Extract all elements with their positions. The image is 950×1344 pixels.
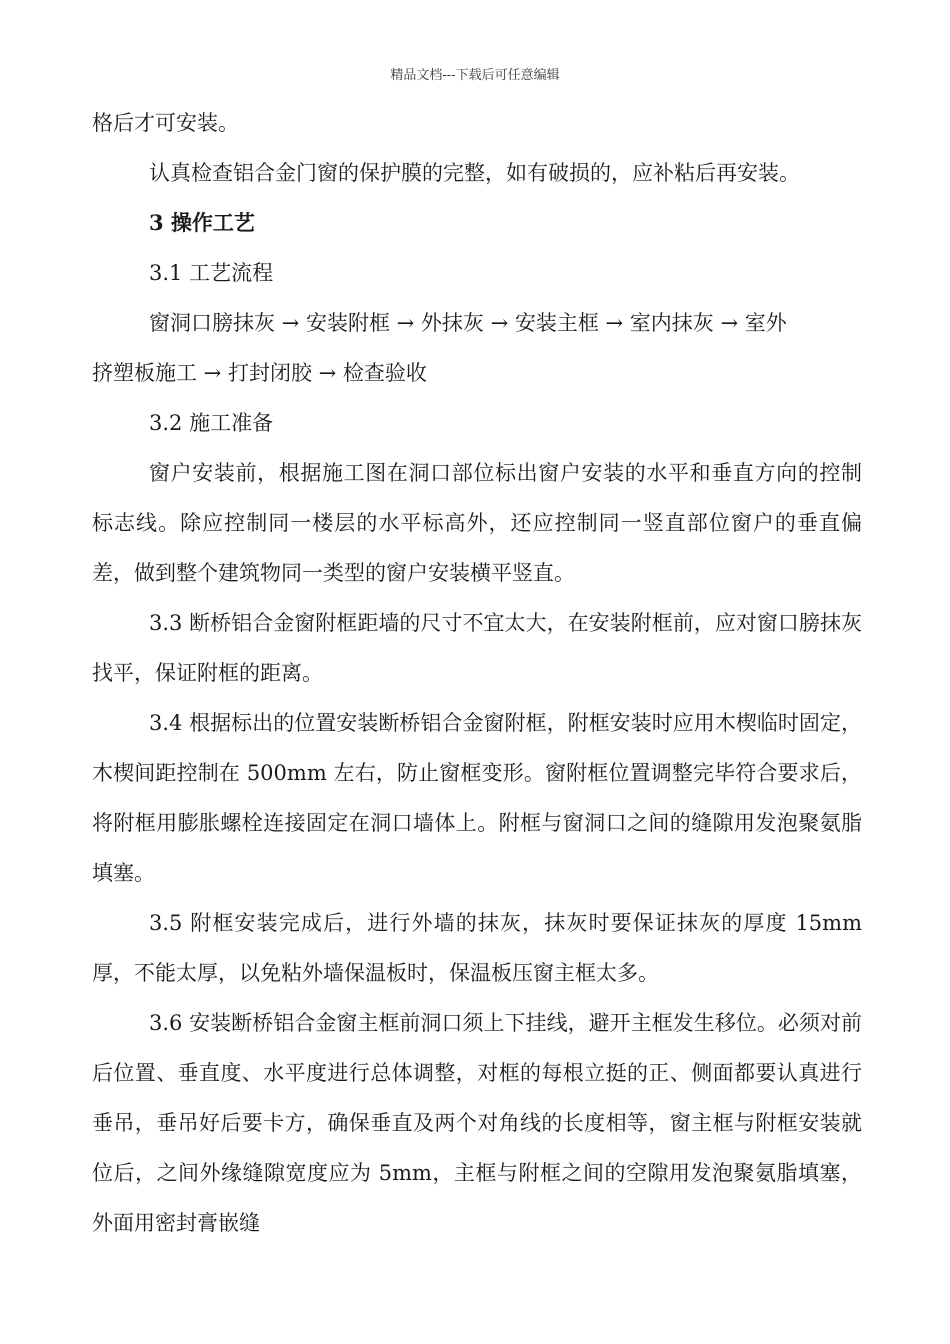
process-flow-line-2: 挤塑板施工 → 打封闭胶 → 检查验收 (92, 361, 427, 385)
paragraph-3-5: 3.5 附框安装完成后，进行外墙的抹灰，抹灰时要保证抹灰的厚度 15mm 厚，不能太厚，以免粘外墙保温板时，保温板压窗主框太多。 (92, 911, 862, 985)
process-flow-line-1: 窗洞口膀抹灰 → 安装附框 → 外抹灰 → 安装主框 → 室内抹灰 → 室外 (149, 311, 787, 335)
paragraph-preparation: 窗户安装前，根据施工图在洞口部位标出窗户安装的水平和垂直方向的控制标志线。除应控制同一楼层的水平标高外，还应控制同一竖直部位窗户的垂直偏差，做到整个建筑物同一类型的窗户安装横平竖直。 (92, 461, 862, 585)
document-body (92, 98, 862, 1248)
paragraph-continuation: 格后才可安装。 (92, 111, 239, 135)
paragraph-3-6: 3.6 安装断桥铝合金窗主框前洞口须上下挂线，避开主框发生移位。必须对前后位置、垂直度、水平度进行总体调整，对框的每根立挺的正、侧面都要认真进行垂吊，垂吊好后要卡方，确保垂直及两个对角线的长度相等，窗主框与附框安装就位后，之间外缘缝隙宽度应为 5mm，主框与附框之间的空隙用发泡聚氨脂填塞，外面用密封膏嵌缝 (92, 1011, 862, 1235)
paragraph-3-4: 3.4 根据标出的位置安装断桥铝合金窗附框，附框安装时应用木楔临时固定，木楔间距控制在 500mm 左右，防止窗框变形。窗附框位置调整完毕符合要求后，将附框用膨胀螺栓连接固定在洞口墙体上。附框与窗洞口之间的缝隙用发泡聚氨脂填塞。 (92, 711, 862, 885)
section-heading-operation-process: 3 操作工艺 (149, 210, 255, 235)
page-header: 精品文档---下载后可任意编辑 (390, 68, 560, 83)
paragraph-protective-film: 认真检查铝合金门窗的保护膜的完整，如有破损的，应补粘后再安装。 (149, 161, 800, 185)
paragraph-3-3: 3.3 断桥铝合金窗附框距墙的尺寸不宜太大，在安装附框前，应对窗口膀抹灰找平，保证附框的距离。 (92, 611, 862, 685)
subheading-construction-preparation: 3.2 施工准备 (149, 411, 274, 435)
subheading-process-flow: 3.1 工艺流程 (149, 261, 274, 285)
